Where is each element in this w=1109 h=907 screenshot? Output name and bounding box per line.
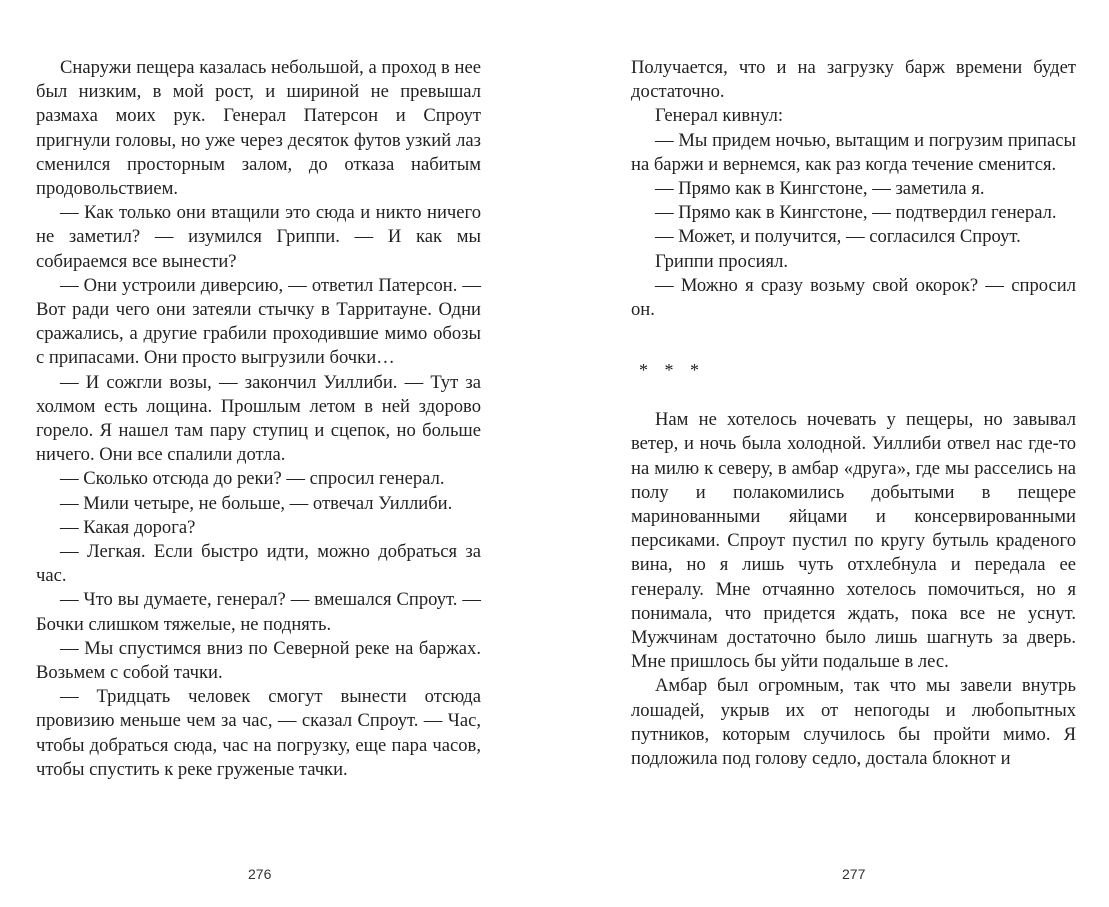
paragraph: — Легкая. Если быстро идти, можно добраться за час. (36, 541, 481, 587)
paragraph: — Что вы думаете, генерал? — вмешался Спроут. — Бочки слишком тяжелые, не поднять. (36, 589, 481, 635)
paragraph: — Мили четыре, не больше, — отвечал Уиллиби. (60, 492, 453, 514)
paragraph: — Тридцать человек смогут вынести отсюда провизию меньше чем за час, — сказал Спроут. — Час, чтобы добраться сюда, час на погрузку, еще пара часов, чтобы спустить к реке груженые тачки. (36, 686, 481, 780)
paragraph: Генерал кивнул: (655, 105, 784, 127)
paragraph: Гриппи просиял. (655, 250, 789, 272)
paragraph: — Они устроили диверсию, — ответил Патерсон. — Вот ради чего они затеяли стычку в Тарритауне. Одни сражались, а другие грабили проходившие мимо обозы с припасами. Они просто выгрузили бочки… (36, 274, 481, 369)
left-page-text (36, 56, 481, 782)
paragraph-continued: Получается, что и на загрузку барж времени будет достаточно. (631, 57, 1076, 103)
paragraph: — Как только они втащили это сюда и никто ничего не заметил? — изумился Гриппи. — И как мы собираемся все вынести? (36, 202, 481, 272)
right-page (631, 56, 1076, 856)
paragraph: — И сожгли возы, — закончил Уиллиби. — Тут за холмом есть лощина. Прошлым летом в ней здорово горело. Я нашел там пару ступиц и сцепок, но больше ничего. Они все спалили дотла. (36, 371, 481, 466)
paragraph: — Можно я сразу возьму свой окорок? — спросил он. (631, 274, 1076, 321)
paragraph: Снаружи пещера казалась небольшой, а проход в нее был низким, в мой рост, и шириной не превышал размаха моих рук. Генерал Патерсон и Спроут пригнули головы, но уже через десяток футов узкий лаз сменился просторным залом, до отказа набитым продовольствием. (36, 57, 481, 200)
paragraph: — Прямо как в Кингстоне, — заметила я. (655, 178, 985, 200)
paragraph: — Какая дорога? (60, 516, 196, 538)
paragraph: — Мы придем ночью, вытащим и погрузим припасы на баржи и вернемся, как раз когда течение сменится. (631, 129, 1076, 175)
paragraph: — Сколько отсюда до реки? — спросил генерал. (60, 468, 445, 490)
paragraph: Амбар был огромным, так что мы завели внутрь лошадей, укрыв их от непогоды и любопытных путников, которым случилось бы пройти мимо. Я подложила под голову седло, достала блокнот и (631, 675, 1076, 770)
page-number-left: 276 (248, 866, 272, 882)
right-page-text (631, 56, 1076, 771)
paragraph: — Может, и получится, — согласился Спроут. (655, 226, 1021, 248)
paragraph: — Мы спустимся вниз по Северной реке на баржах. Возьмем с собой тачки. (36, 637, 481, 684)
paragraph: Нам не хотелось ночевать у пещеры, но завывал ветер, и ночь была холодной. Уиллиби отвел нас где-то на милю к северу, в амбар «друга», где мы расселись на полу и полакомились добытыми в пещере маринованными яйцами и консервированными персиками. Спроут пустил по кругу бутыль краденого вина, но я лишь чуть отхлебнула и передала ее генералу. Мне отчаянно хотелось помочиться, но я понимала, что придется ждать, пока все не уснут. Мужчинам достаточно было лишь шагнуть за дверь. Мне пришлось бы уйти подальше в лес. (631, 409, 1076, 673)
page-number-right: 277 (842, 866, 866, 882)
section-separator: * * * (639, 360, 705, 381)
paragraph: — Прямо как в Кингстоне, — подтвердил генерал. (655, 202, 1057, 224)
left-page (36, 56, 481, 856)
